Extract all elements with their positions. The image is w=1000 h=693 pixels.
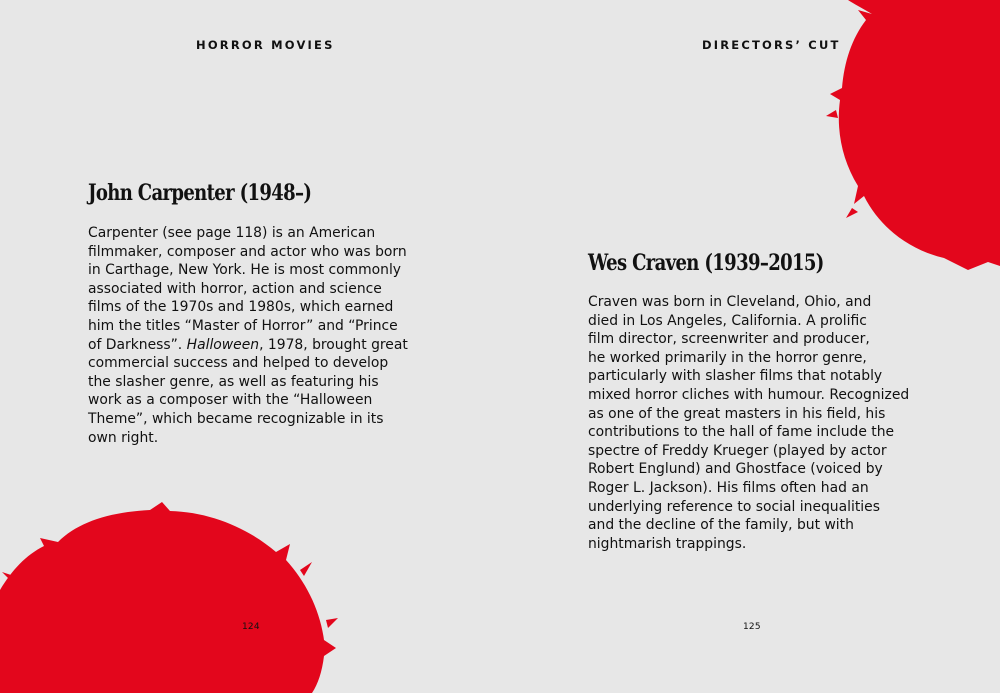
- body-text-wes-craven: Craven was born in Cleveland, Ohio, and died in Los Angeles, California. A prolific film director, screenwriter and producer, he worked primarily in the horror genre, particularly with slasher films that notably mixed horror cliches with humour. Recognized as one of the great masters in his field, his contributions to the hall of fame include the spectre of Freddy Krueger (played by actor Robert Englund) and Ghostface (voiced by Roger L. Jackson). His films often had an underlying reference to social inequalities and the decline of the family, but with nightmarish trappings.: [588, 294, 910, 552]
- red-paint-blot: [0, 500, 340, 693]
- body-text-part: , 1978, brought great commercial success and helped to develop the slasher genre, as well as featuring his work as a composer with the “Halloween Theme”, which became recognizable in its own right.: [88, 336, 408, 446]
- running-head-left: HORROR MOVIES: [196, 38, 335, 52]
- film-title-italic: Halloween: [186, 336, 260, 353]
- right-page: [500, 0, 1000, 693]
- body-text-john-carpenter: [88, 224, 468, 447]
- section-heading-john-carpenter: John Carpenter (1948–): [88, 180, 312, 206]
- page-number-right: 125: [743, 622, 761, 632]
- running-head-right: DIRECTORS’ CUT: [702, 38, 841, 52]
- red-paint-blot: [818, 0, 1000, 272]
- section-heading-wes-craven: Wes Craven (1939–2015): [588, 250, 824, 276]
- page-number-left: 124: [242, 622, 260, 632]
- body-text-part: Carpenter (see page 118) is an American filmmaker, composer and actor who was born in Carthage, New York. He is most commonly associated with horror, action and science films of the 1970s and 1980s, which earned him the titles “Master of Horror” and “Prince of Darkness”.: [88, 225, 407, 353]
